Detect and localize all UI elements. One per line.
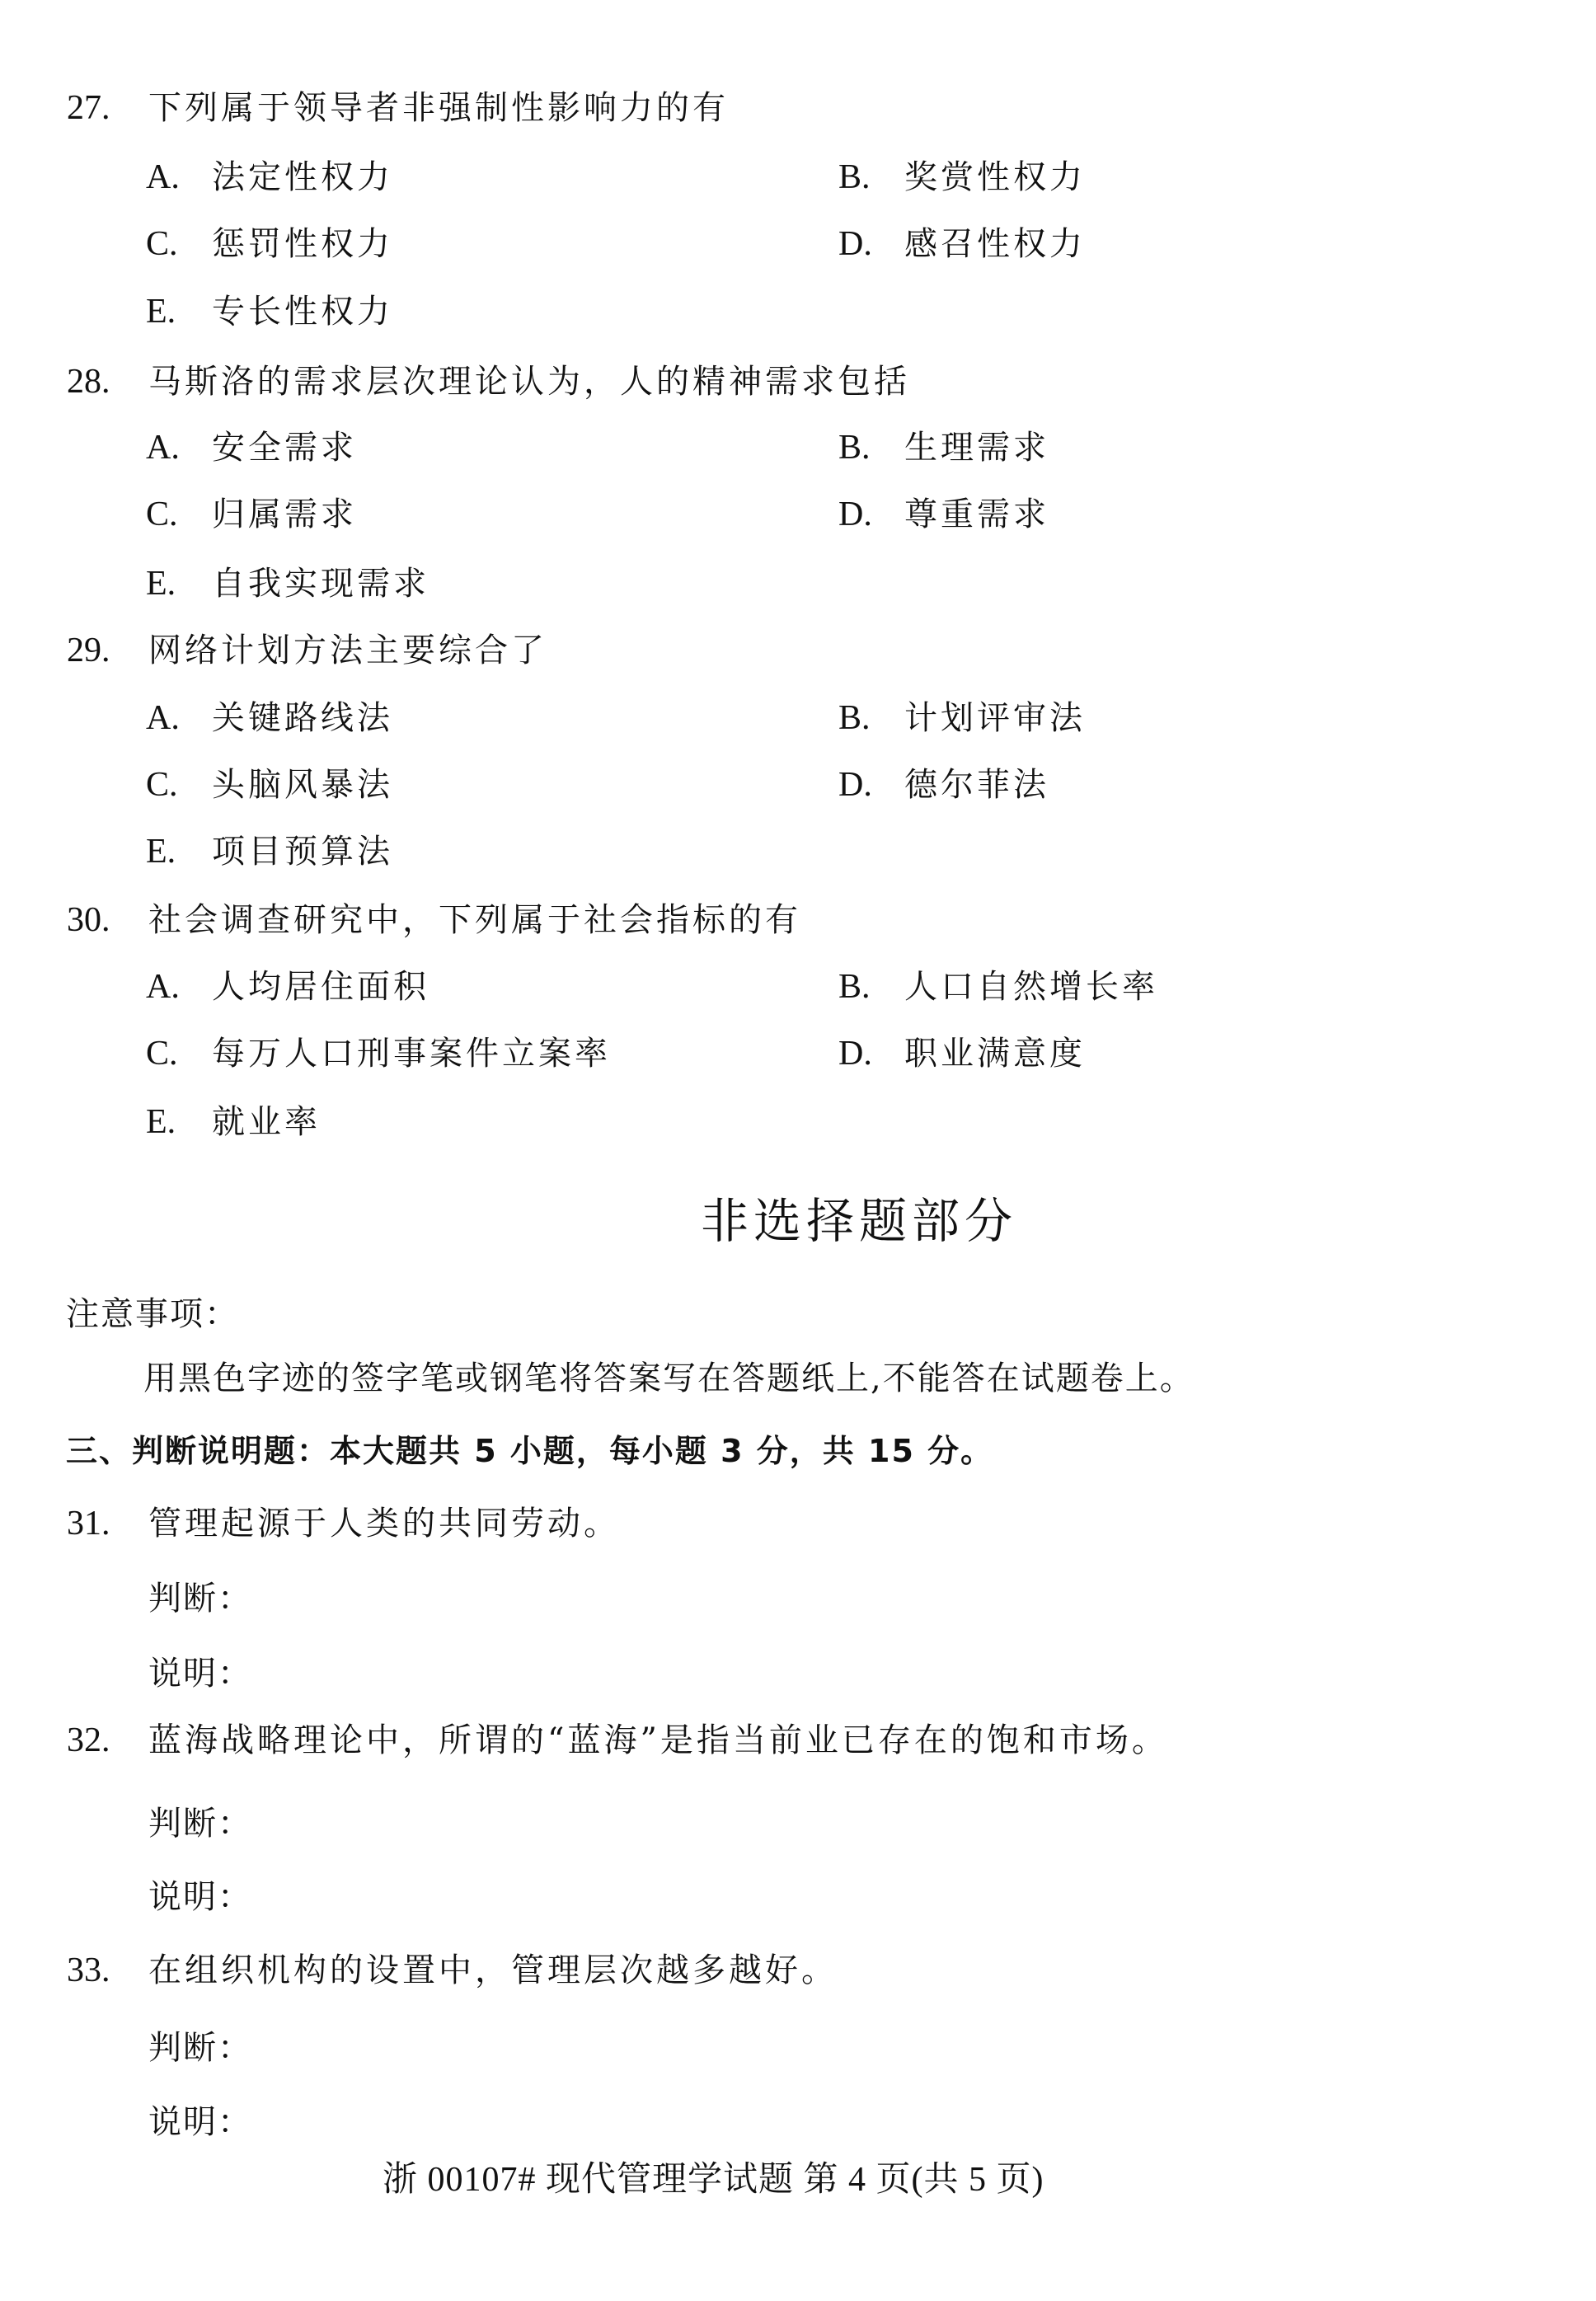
option-letter-d: D. xyxy=(838,766,872,804)
option-text-d: 德尔菲法 xyxy=(904,766,1049,804)
option-text-d: 感召性权力 xyxy=(904,225,1086,263)
option-text-e: 自我实现需求 xyxy=(212,565,430,603)
option-text-c: 归属需求 xyxy=(212,495,357,533)
question-number: 27. xyxy=(67,89,110,127)
option-letter-a: A. xyxy=(146,429,180,467)
option-letter-c: C. xyxy=(146,766,178,804)
question-number: 33. xyxy=(67,1951,110,1989)
option-text-e: 就业率 xyxy=(212,1103,321,1141)
judge-label: 判断： xyxy=(148,2029,252,2067)
judge-label: 判断： xyxy=(148,1580,252,1618)
notice-body: 用黑色字迹的签字笔或钢笔将答案写在答题纸上,不能答在试题卷上。 xyxy=(143,1359,1195,1397)
question-number: 29. xyxy=(67,632,110,669)
option-text-d: 职业满意度 xyxy=(904,1035,1086,1073)
option-letter-a: A. xyxy=(146,699,180,737)
explain-label: 说明： xyxy=(148,1878,252,1916)
option-letter-c: C. xyxy=(146,225,178,263)
question-text: 马斯洛的需求层次理论认为，人的精神需求包括 xyxy=(148,363,910,401)
notice-heading: 注意事项： xyxy=(66,1295,239,1333)
question-number: 28. xyxy=(67,363,110,401)
option-text-e: 项目预算法 xyxy=(212,833,393,871)
option-text-b: 生理需求 xyxy=(904,429,1049,467)
option-letter-b: B. xyxy=(838,429,871,467)
option-letter-d: D. xyxy=(838,1035,872,1073)
judge-label: 判断： xyxy=(148,1805,252,1843)
explain-label: 说明： xyxy=(148,2103,252,2141)
option-letter-d: D. xyxy=(838,225,872,263)
question-text: 蓝海战略理论中，所谓的“蓝海”是指当前业已存在的饱和市场。 xyxy=(148,1721,1168,1759)
option-letter-e: E. xyxy=(146,1103,176,1141)
question-text: 在组织机构的设置中，管理层次越多越好。 xyxy=(148,1951,838,1989)
option-letter-a: A. xyxy=(146,158,180,196)
option-text-c: 每万人口刑事案件立案率 xyxy=(212,1035,611,1073)
section-header: 三、判断说明题：本大题共 5 小题，每小题 3 分，共 15 分。 xyxy=(66,1433,994,1469)
question-text: 管理起源于人类的共同劳动。 xyxy=(148,1505,620,1543)
question-number: 31. xyxy=(67,1505,110,1543)
question-text: 社会调查研究中，下列属于社会指标的有 xyxy=(148,901,801,939)
question-text: 网络计划方法主要综合了 xyxy=(148,632,547,669)
option-text-a: 安全需求 xyxy=(212,429,357,467)
option-text-c: 惩罚性权力 xyxy=(212,225,393,263)
option-letter-e: E. xyxy=(146,565,176,603)
option-text-c: 头脑风暴法 xyxy=(212,766,393,804)
option-text-e: 专长性权力 xyxy=(212,293,393,331)
option-text-a: 关键路线法 xyxy=(212,699,393,737)
explain-label: 说明： xyxy=(148,1655,252,1693)
part-title: 非选择题部分 xyxy=(701,1193,1018,1249)
option-letter-b: B. xyxy=(838,968,871,1006)
option-text-d: 尊重需求 xyxy=(904,495,1049,533)
option-text-b: 人口自然增长率 xyxy=(904,968,1158,1006)
option-letter-a: A. xyxy=(146,968,180,1006)
option-text-a: 人均居住面积 xyxy=(212,968,430,1006)
option-letter-d: D. xyxy=(838,495,872,533)
option-letter-e: E. xyxy=(146,293,176,331)
question-text: 下列属于领导者非强制性影响力的有 xyxy=(148,89,729,127)
option-letter-c: C. xyxy=(146,1035,178,1073)
option-text-b: 计划评审法 xyxy=(904,699,1086,737)
option-text-b: 奖赏性权力 xyxy=(904,158,1086,196)
option-letter-b: B. xyxy=(838,158,871,196)
page-footer: 浙 00107# 现代管理学试题 第 4 页(共 5 页) xyxy=(383,2161,1044,2199)
option-letter-e: E. xyxy=(146,833,176,871)
option-text-a: 法定性权力 xyxy=(212,158,393,196)
option-letter-b: B. xyxy=(838,699,871,737)
question-number: 30. xyxy=(67,901,110,939)
option-letter-c: C. xyxy=(146,495,178,533)
question-number: 32. xyxy=(67,1721,110,1759)
